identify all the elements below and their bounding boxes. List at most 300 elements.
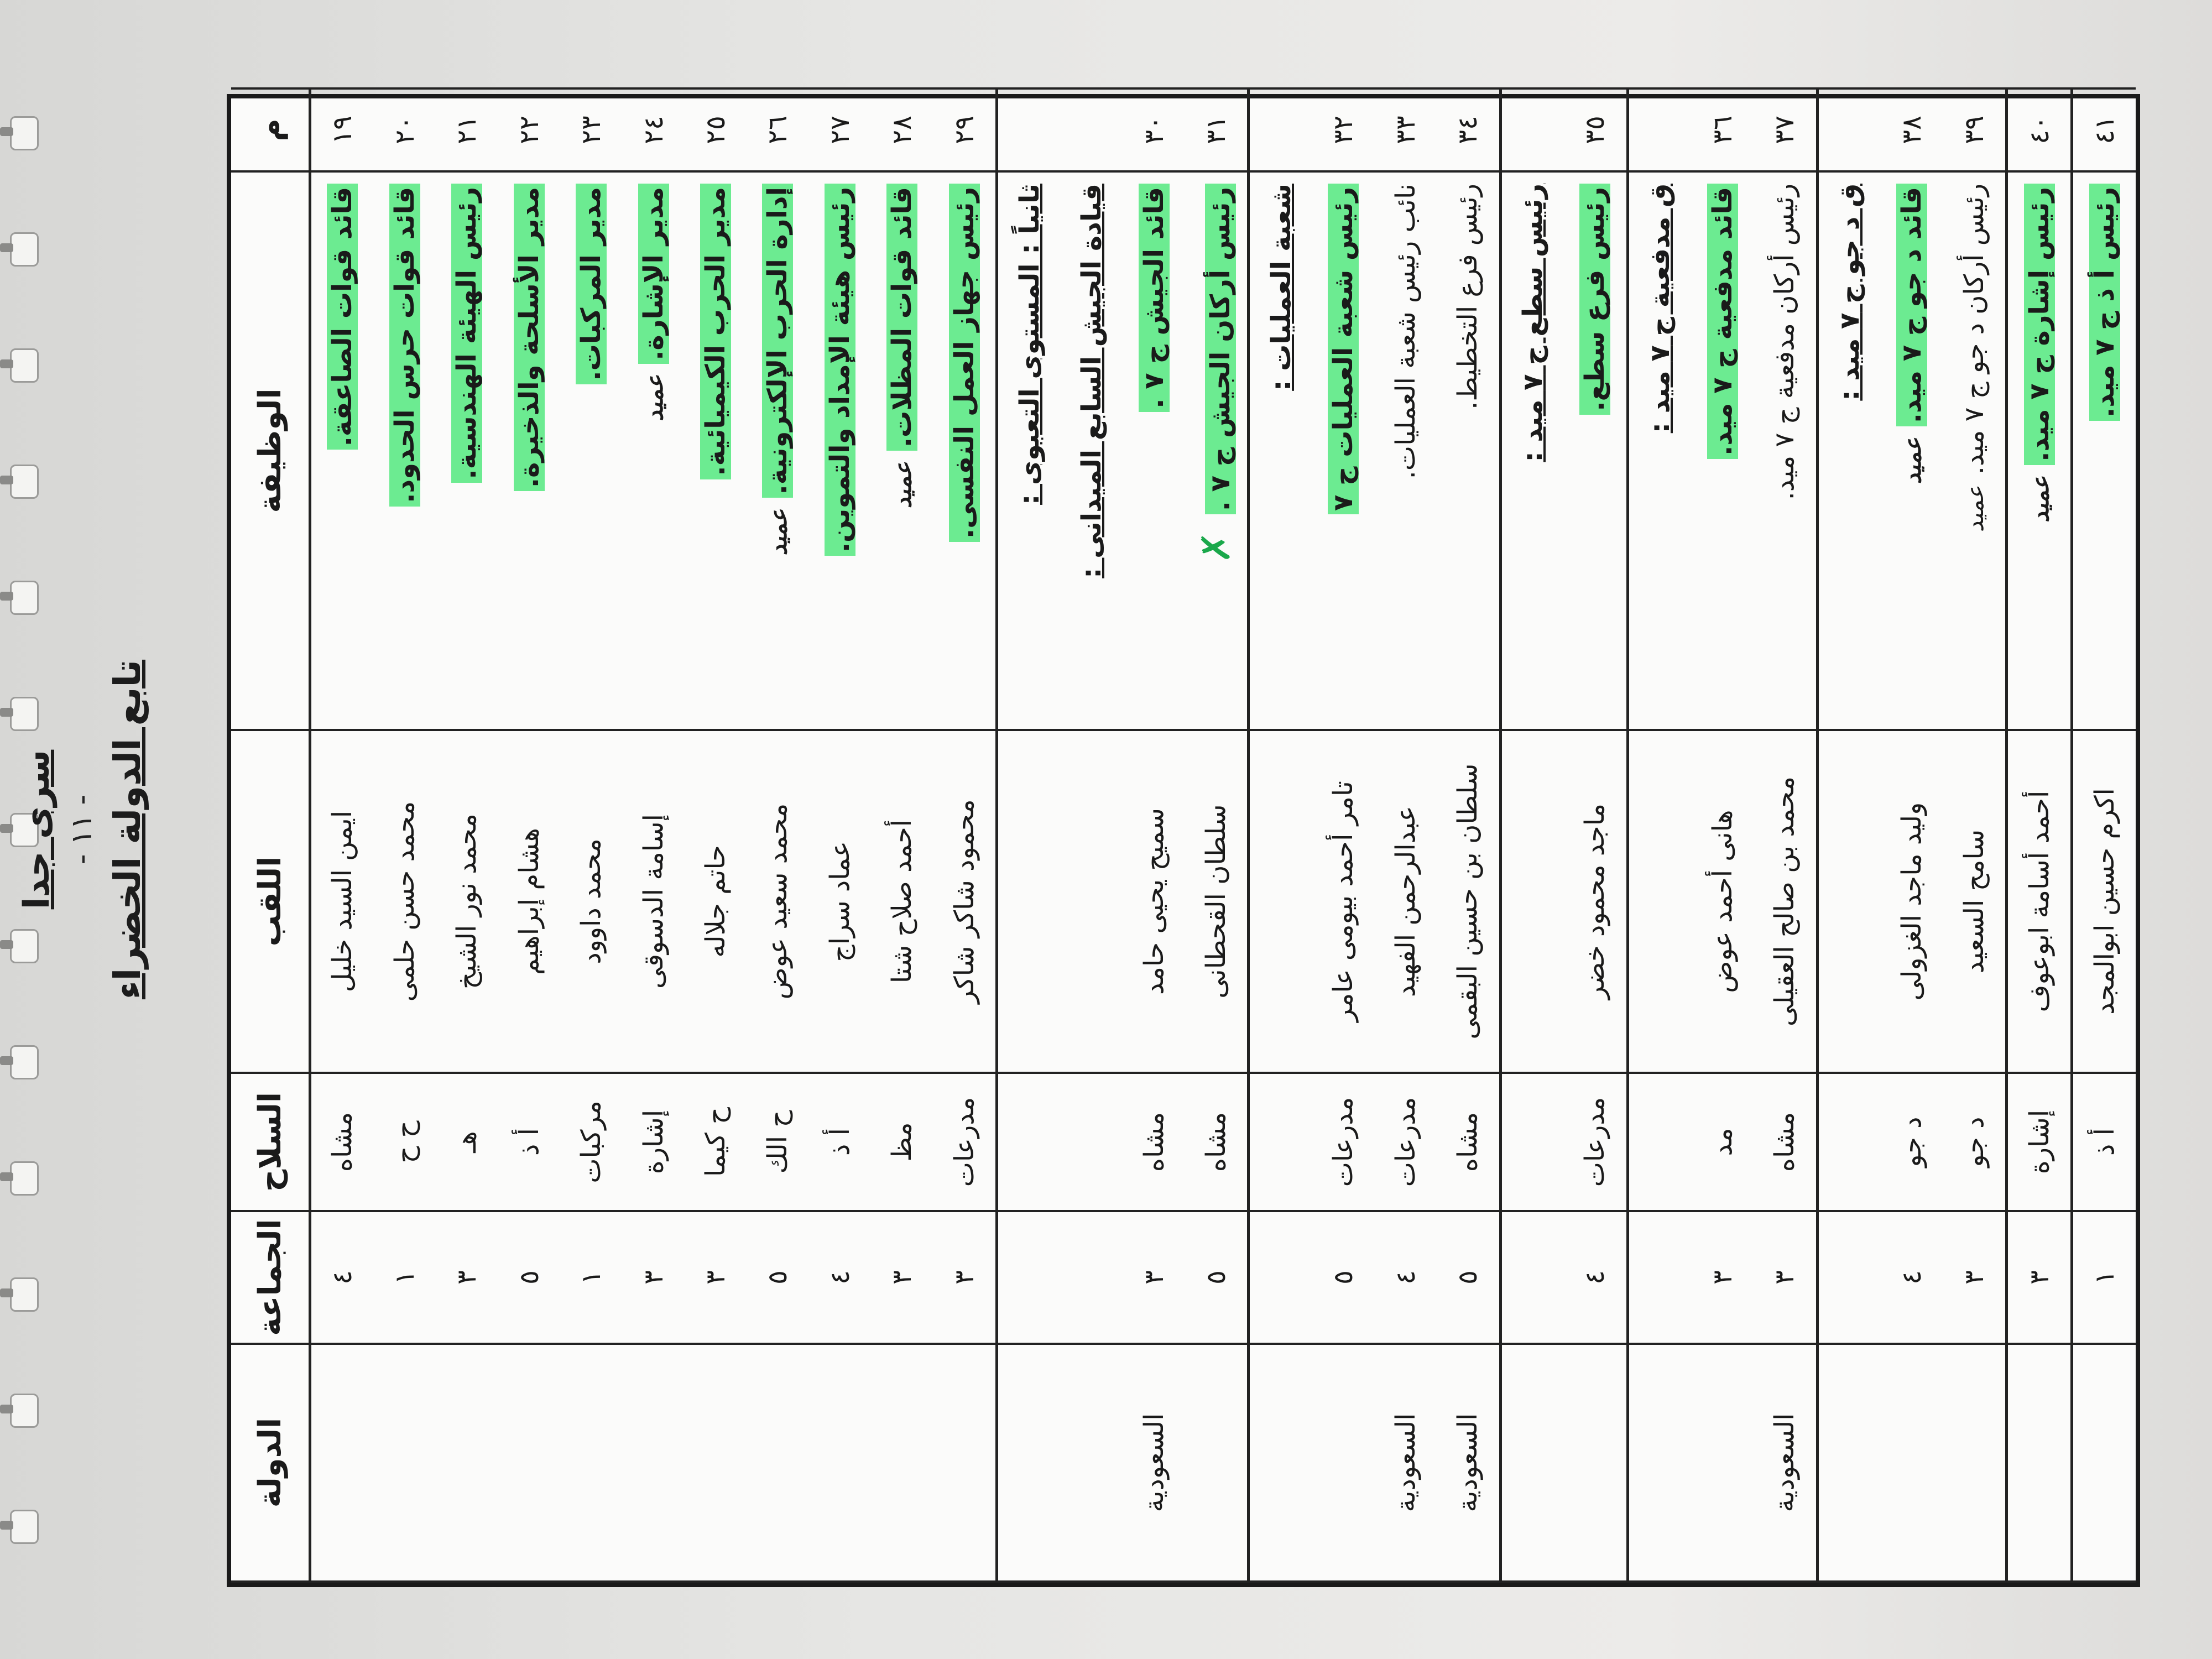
row-weapon [374,1073,436,1211]
row-title [1374,730,1436,1073]
table-row [1061,88,1123,1582]
row-weapon-text: مركبات [576,1100,607,1183]
row-group [871,1211,933,1344]
handwritten-rank-note: عميد [1899,437,1927,484]
row-number [1437,88,1500,171]
row-number [1754,88,1817,171]
table-row [1627,88,1691,1582]
table-row [1437,88,1500,1582]
row-group-text: ٣ [1769,1270,1801,1285]
row-group-text: ٣ [1138,1270,1170,1285]
table-row [2072,88,2136,1582]
row-title [1754,730,1817,1073]
row-number [374,88,436,171]
row-number [1249,88,1312,171]
row-group [1564,1211,1627,1344]
row-country [1437,1344,1500,1582]
row-group-text: ٤ [1579,1270,1611,1285]
table-row [560,88,622,1582]
row-title [1312,730,1374,1073]
row-number-text: ٢٣ [576,116,607,144]
row-group-text: ٣ [451,1270,483,1285]
row-role [2007,171,2072,730]
x-mark-annotation: ✗ [1193,531,1239,564]
row-title [933,730,997,1073]
row-weapon [1312,1073,1374,1211]
row-title [2072,730,2136,1073]
row-title-text: محمود شاكر شاكر [948,799,980,1004]
row-weapon-text: د جو [1896,1117,1928,1167]
column-header-group: الجماعة [231,1211,310,1344]
row-group [1249,1211,1312,1344]
row-weapon [747,1073,808,1211]
row-role-text: رئيس أركان الجيش ج ٧ . [1205,184,1236,514]
row-role [310,171,374,730]
row-group [374,1211,436,1344]
row-weapon-text: مدرعات [1390,1097,1421,1187]
row-title [310,730,374,1073]
row-number-text: ٣٩ [1958,116,1990,144]
row-group-text: ٣ [2023,1270,2055,1285]
table-row [871,88,933,1582]
row-number-text: ٣٣ [1390,116,1421,144]
row-role [747,171,808,730]
row-number-text: ٢٨ [886,116,918,144]
row-role-text: رئيس فرع التخطيط. [1452,184,1484,410]
handwritten-rank-note: عميد [1961,486,1989,533]
table-row [1185,88,1249,1582]
row-number [1817,88,1881,171]
row-number-text: ٣٥ [1579,116,1611,144]
row-title-text: عماد سراج [824,841,855,962]
table-row [1817,88,1881,1582]
row-weapon-text: مد [1707,1128,1738,1156]
row-group [2007,1211,2072,1344]
row-country-text: السعودية [1390,1413,1421,1512]
row-number [2007,88,2072,171]
row-role-text: رئيس أركان مدفعية ج ٧ ميد. [1769,184,1801,500]
row-title-text: سميح يحيى حامد [1138,808,1170,995]
row-number [809,88,871,171]
row-group [1374,1211,1436,1344]
row-number-text: ٣٨ [1896,116,1928,144]
row-weapon-text: هـ [451,1131,483,1153]
row-title-text: حاتم جلاله [700,845,732,958]
row-role [1061,171,1123,730]
row-country [560,1344,622,1582]
row-role-text: رئيس فرع سطع. [1579,184,1610,415]
row-number [498,88,560,171]
table-row [374,88,436,1582]
row-role-text: رئيس سطع ج ٧ ميد : [1517,184,1548,462]
row-weapon [1249,1073,1312,1211]
row-title [685,730,747,1073]
row-weapon-text: مظ [886,1122,918,1162]
row-group-text: ٥ [513,1270,545,1285]
classification-label: سرى جدا [17,749,58,910]
row-group [1437,1211,1500,1344]
row-weapon-text: مشاه [1769,1112,1801,1172]
row-role [498,171,560,730]
row-country-text: السعودية [1769,1413,1801,1512]
row-country-text: السعودية [1452,1413,1484,1512]
row-weapon [685,1073,747,1211]
row-role [1437,171,1500,730]
table-row [436,88,498,1582]
row-group-text: ٣ [948,1270,980,1285]
row-title [1185,730,1249,1073]
row-country [1943,1344,2007,1582]
row-weapon-text: أ ذ [2089,1128,2120,1156]
row-country [1249,1344,1312,1582]
row-group [1943,1211,2007,1344]
row-weapon [1185,1073,1249,1211]
row-number [871,88,933,171]
handwritten-rank-note: عميد [640,374,668,421]
row-role [622,171,684,730]
row-title-text: اكرم حسين ابوالمجد [2089,788,2120,1015]
handwritten-rank-note: عميد [2026,476,2054,523]
row-country [1185,1344,1249,1582]
row-title [498,730,560,1073]
row-title [997,730,1061,1073]
row-country [871,1344,933,1582]
row-number-text: ٤١ [2089,116,2120,144]
row-title [747,730,808,1073]
table-header-row [231,88,310,1582]
row-weapon-text: ح كيما [700,1107,732,1177]
row-group [622,1211,684,1344]
row-weapon [1817,1073,1881,1211]
row-group [1817,1211,1881,1344]
row-country [1817,1344,1881,1582]
row-group [1123,1211,1185,1344]
row-weapon [1564,1073,1627,1211]
row-group-text: ٣ [1958,1270,1990,1285]
row-group-text: ٥ [762,1270,794,1285]
table-row [1564,88,1627,1582]
row-group-text: ٤ [1896,1270,1928,1285]
row-number [933,88,997,171]
table-body [310,88,2136,1582]
row-role [1627,171,1691,730]
table-row [1691,88,1753,1582]
row-number-text: ٣١ [1201,116,1232,144]
row-group-text: ٣ [638,1270,669,1285]
row-country [1627,1344,1691,1582]
row-number [2072,88,2136,171]
row-role [1943,171,2007,730]
row-title-text: سلطان القحطانى [1201,804,1232,999]
row-role-text: قائد د جو ج ٧ ميد. [1896,184,1927,426]
row-title [1061,730,1123,1073]
row-title [1500,730,1564,1073]
row-weapon [871,1073,933,1211]
row-number [1123,88,1185,171]
row-weapon [622,1073,684,1211]
row-title [1691,730,1753,1073]
handwritten-rank-note: عميد [889,462,917,509]
column-header-num: م [231,88,310,171]
row-role [685,171,747,730]
row-title [1123,730,1185,1073]
row-group [997,1211,1061,1344]
row-country [310,1344,374,1582]
row-number [1312,88,1374,171]
row-group [2072,1211,2136,1344]
row-title-text: هانى أحمد عوض [1707,810,1738,993]
column-header-country: الدولة [231,1344,310,1582]
row-number [1627,88,1691,171]
row-role-text: رئيس شعبة العمليات ج ٧ [1328,184,1359,514]
row-group-text: ١ [2089,1270,2120,1285]
row-weapon-text: مشاه [327,1112,358,1172]
row-number-text: ٣٠ [1138,116,1170,144]
row-country [1754,1344,1817,1582]
row-role-text: إدارة الحرب الإلكترونية. [762,184,793,498]
row-country [809,1344,871,1582]
row-weapon-text: ح ح [389,1120,420,1164]
row-weapon-text: مدرعات [948,1097,980,1187]
row-weapon [560,1073,622,1211]
row-role-text: قائد الجيش ج ٧ . [1139,184,1170,412]
row-title-text: سامح السعيد [1958,829,1990,974]
row-title [622,730,684,1073]
row-title [871,730,933,1073]
row-role [1691,171,1753,730]
row-number [747,88,808,171]
column-header-role: الوظيفة [231,171,310,730]
row-group-text: ٣ [1707,1270,1738,1285]
row-role [1123,171,1185,730]
row-role-text: قائد قوات حرس الحدود. [389,184,420,507]
row-number [1564,88,1627,171]
row-weapon-text: أ ذ [824,1128,855,1156]
row-number-text: ٢٦ [762,116,794,144]
row-weapon [997,1073,1061,1211]
row-number [560,88,622,171]
table-row [685,88,747,1582]
row-role [560,171,622,730]
row-title-text: وليد ماجد الغزولى [1896,802,1928,1001]
row-weapon-text: مشاه [1201,1112,1232,1172]
table-row [1249,88,1312,1582]
row-country [1312,1344,1374,1582]
row-number-text: ١٩ [327,116,358,144]
row-group [1881,1211,1943,1344]
row-number-text: ٢٠ [389,116,420,144]
row-country [498,1344,560,1582]
row-number-text: ٢٩ [948,116,980,144]
row-group [1691,1211,1753,1344]
row-role-text: رئيس الهيئة الهندسية. [451,184,482,483]
row-title [436,730,498,1073]
row-country [1500,1344,1564,1582]
row-group [310,1211,374,1344]
row-weapon [2007,1073,2072,1211]
row-country [1881,1344,1943,1582]
row-number-text: ٣٢ [1328,116,1359,144]
row-country [1564,1344,1627,1582]
row-role-text: ق د جو ج ٧ ميد : [1834,184,1865,401]
row-number [1185,88,1249,171]
row-title [1943,730,2007,1073]
row-country [933,1344,997,1582]
row-number-text: ٣٦ [1707,116,1738,144]
row-country [685,1344,747,1582]
row-role-text: ثانياً : المستوى التعبوى : [1014,184,1045,505]
table-row [933,88,997,1582]
row-weapon [1374,1073,1436,1211]
row-weapon [498,1073,560,1211]
row-group-text: ٥ [1328,1270,1359,1285]
row-country [1691,1344,1753,1582]
table-row [997,88,1061,1582]
table-row [2007,88,2072,1582]
row-role-text: مدير الأسلحة والذخيرة. [514,184,545,491]
row-group [436,1211,498,1344]
row-title-text: أحمد أسامة ابوعوف [2023,790,2055,1013]
row-title-text: محمد نور الشيخ [451,813,483,989]
row-weapon-text: مدرعات [1579,1097,1611,1187]
row-weapon [436,1073,498,1211]
row-group [933,1211,997,1344]
table-row [1943,88,2007,1582]
row-role-text: قائد قوات الصاعقة. [327,184,358,450]
row-weapon [933,1073,997,1211]
row-role-text: قيادة الجيش السابع الميدانى : [1076,184,1108,578]
row-group [498,1211,560,1344]
page-subtitle: تابع الدولة الخضراء [106,659,149,1000]
row-title [1564,730,1627,1073]
row-number [1500,88,1564,171]
row-role [2072,171,2136,730]
row-role [933,171,997,730]
row-country [374,1344,436,1582]
row-role [1374,171,1436,730]
row-group-text: ٥ [1201,1270,1232,1285]
row-country-text: السعودية [1138,1413,1170,1512]
row-number [622,88,684,171]
table-row [809,88,871,1582]
table-row [622,88,684,1582]
row-title-text: محمد بن صالح العقيلى [1769,776,1801,1027]
row-title-text: ايمن السيد خليل [327,810,358,993]
row-number [997,88,1061,171]
table-row [1312,88,1374,1582]
row-weapon [1754,1073,1817,1211]
row-title [1817,730,1881,1073]
row-role-text: مدير الحرب الكيميائية. [700,184,731,479]
row-group [1061,1211,1123,1344]
row-group-text: ١ [389,1270,420,1285]
row-group [1185,1211,1249,1344]
row-group-text: ٤ [327,1270,358,1285]
row-role-text: رئيس إشارة ج ٧ ميد. [2024,184,2055,465]
row-role-text: نائب رئيس شعبة العمليات. [1390,184,1421,479]
row-role [1754,171,1817,730]
row-role [436,171,498,730]
table-row [1500,88,1564,1582]
row-title-text: تامر أحمد بيومى عامر [1328,781,1359,1022]
row-number-text: ٢٢ [513,116,545,144]
row-title-text: هشام إبراهيم [513,828,545,975]
row-title [1437,730,1500,1073]
row-weapon-text: إشارة [638,1109,669,1175]
row-number [1881,88,1943,171]
row-weapon [1123,1073,1185,1211]
row-group-text: ٣ [700,1270,732,1285]
row-group-text: ٥ [1452,1270,1484,1285]
row-number-text: ٢٧ [824,116,855,144]
row-weapon-text: إشارة [2023,1109,2055,1175]
row-weapon [809,1073,871,1211]
row-title-text: إسامة الدسوقى [638,814,669,989]
row-title [1249,730,1312,1073]
table-row [1374,88,1436,1582]
row-role [997,171,1061,730]
row-group-text: ٤ [1390,1270,1421,1285]
row-title [1881,730,1943,1073]
row-title-text: محمد سعيد عوض [762,803,794,1000]
table-row [1881,88,1943,1582]
row-role-text: رئيس أ ذ ج ٧ ميد. [2089,184,2120,421]
row-number-text: ٣٧ [1769,116,1801,144]
row-country [2072,1344,2136,1582]
row-number [436,88,498,171]
row-title [560,730,622,1073]
row-number [1943,88,2007,171]
table-row [1754,88,1817,1582]
row-country [2007,1344,2072,1582]
row-weapon [1627,1073,1691,1211]
row-country [997,1344,1061,1582]
row-role-text: قائد مدفعية ج ٧ ميد. [1707,184,1738,459]
row-group [1312,1211,1374,1344]
table-row [310,88,374,1582]
row-number-text: ٣٤ [1452,116,1484,144]
row-country [436,1344,498,1582]
row-title [809,730,871,1073]
row-role [1312,171,1374,730]
row-role [374,171,436,730]
row-role-text: مدير الإشارة. [638,184,669,364]
row-group-text: ٤ [824,1270,855,1285]
row-group [1754,1211,1817,1344]
row-group [1627,1211,1691,1344]
personnel-table [227,94,2140,1587]
row-number [1374,88,1436,171]
row-number-text: ٢٤ [638,116,669,144]
row-role-text: رئيس هيئة الإمداد والتموين. [825,184,855,556]
row-role-text: شعبة العمليات : [1265,184,1297,391]
row-role-text: رئيس أركان د جو ج ٧ ميد. [1958,184,1990,475]
row-weapon-text: مدرعات [1328,1097,1359,1187]
row-number [685,88,747,171]
table-row [498,88,560,1582]
row-role-text: رئيس جهاز العمل النفسى. [949,184,980,542]
row-title-text: ماجد محمود خضر [1579,803,1611,1000]
row-role-text: قائد قوات المظلات. [886,184,917,451]
row-country [1061,1344,1123,1582]
row-weapon [1881,1073,1943,1211]
row-weapon [310,1073,374,1211]
column-header-weapon: السلاح [231,1073,310,1211]
row-role-text: مدير المركبات. [576,184,607,384]
row-title [1627,730,1691,1073]
row-role [1881,171,1943,730]
row-number [310,88,374,171]
